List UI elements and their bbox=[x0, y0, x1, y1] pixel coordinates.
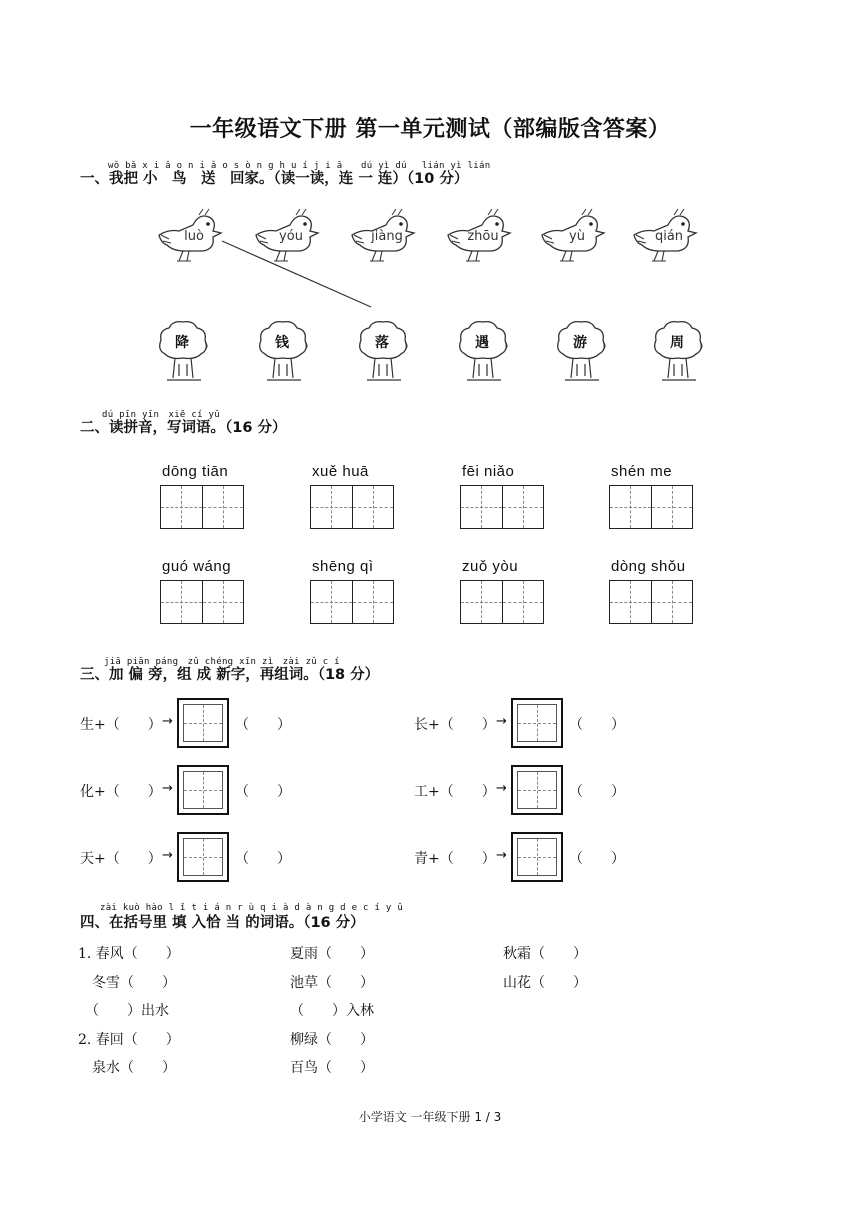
section3-heading: 三、加 偏 旁，组 成 新字，再组词。（18 分） bbox=[80, 667, 380, 683]
radical-prompt: 青+（ ） bbox=[414, 851, 496, 867]
fill-blank-item[interactable]: 池草（ ） bbox=[290, 974, 374, 991]
arrow-icon: → bbox=[496, 848, 507, 863]
writing-cell[interactable] bbox=[652, 486, 693, 528]
fill-blank-item[interactable]: 泉水（ ） bbox=[78, 1060, 176, 1076]
character-box[interactable] bbox=[177, 698, 229, 748]
word-blank[interactable]: （ ） bbox=[569, 784, 625, 800]
writing-cell[interactable] bbox=[353, 486, 394, 528]
section3-pinyin: jiā piān páng zǔ chéng xīn zì zài zǔ c í bbox=[104, 657, 340, 667]
character-box[interactable] bbox=[511, 698, 563, 748]
pinyin-prompt: shén me bbox=[611, 463, 673, 480]
fill-blank-item[interactable]: 冬雪（ ） bbox=[78, 974, 176, 991]
writing-box[interactable] bbox=[160, 485, 244, 529]
tree-card bbox=[255, 320, 311, 384]
writing-box[interactable] bbox=[609, 580, 693, 624]
connect-line bbox=[0, 0, 860, 420]
tree-icon bbox=[455, 369, 511, 388]
bird-pinyin: yù bbox=[569, 229, 585, 244]
writing-cell[interactable] bbox=[311, 486, 353, 528]
writing-cell[interactable] bbox=[161, 581, 203, 623]
tree-card bbox=[455, 320, 511, 384]
tree-icon bbox=[155, 369, 211, 388]
bird-pinyin: luò bbox=[184, 229, 204, 244]
character-box[interactable] bbox=[511, 765, 563, 815]
arrow-icon: → bbox=[162, 848, 173, 863]
tree-icon bbox=[255, 369, 311, 388]
bird-pinyin: zhōu bbox=[467, 229, 499, 244]
writing-cell[interactable] bbox=[353, 581, 394, 623]
section1-pinyin: wǒ bǎ x i ǎ o n i ǎ o s ò n g h u í j i ā dú yì dú lián yì lián bbox=[108, 161, 491, 171]
tree-character: 降 bbox=[175, 335, 189, 351]
character-box[interactable] bbox=[177, 832, 229, 882]
fill-blank-item[interactable]: （ ）出水 bbox=[78, 1003, 169, 1019]
writing-cell[interactable] bbox=[652, 581, 693, 623]
tree-character: 周 bbox=[670, 335, 684, 351]
fill-blank-item[interactable]: 柳绿（ ） bbox=[290, 1031, 374, 1048]
tree-character: 游 bbox=[573, 335, 587, 351]
arrow-icon: → bbox=[162, 781, 173, 796]
fill-blank-item[interactable]: 百鸟（ ） bbox=[290, 1060, 374, 1076]
page-footer: 小学语文 一年级下册 1 / 3 bbox=[358, 1110, 502, 1124]
writing-cell[interactable] bbox=[203, 486, 244, 528]
radical-prompt: 长+（ ） bbox=[414, 717, 496, 733]
writing-box[interactable] bbox=[160, 580, 244, 624]
section4-heading: 四、在括号里 填 入恰 当 的词语。（16 分） bbox=[80, 915, 365, 931]
section1-heading: 一、我把 小 鸟 送 回家。（读一读，连 一 连）（10 分） bbox=[80, 171, 469, 187]
pinyin-prompt: zuǒ yòu bbox=[462, 558, 519, 575]
writing-box[interactable] bbox=[460, 580, 544, 624]
writing-cell[interactable] bbox=[610, 581, 652, 623]
tree-card bbox=[650, 320, 706, 384]
tree-character: 遇 bbox=[475, 335, 489, 351]
writing-cell[interactable] bbox=[461, 486, 503, 528]
tree-card bbox=[155, 320, 211, 384]
pinyin-prompt: shēng qì bbox=[312, 558, 374, 575]
fill-blank-item[interactable]: 2. 春回（ ） bbox=[78, 1031, 180, 1048]
fill-blank-item[interactable]: 山花（ ） bbox=[503, 974, 587, 991]
page-title: 一年级语文下册 第一单元测试（部编版含答案） bbox=[189, 117, 671, 142]
writing-cell[interactable] bbox=[503, 486, 544, 528]
word-blank[interactable]: （ ） bbox=[569, 717, 625, 733]
writing-cell[interactable] bbox=[610, 486, 652, 528]
section2-heading: 二、读拼音，写词语。（16 分） bbox=[80, 420, 287, 436]
tree-card bbox=[553, 320, 609, 384]
writing-box[interactable] bbox=[460, 485, 544, 529]
tree-icon bbox=[650, 369, 706, 388]
writing-cell[interactable] bbox=[311, 581, 353, 623]
tree-icon bbox=[553, 369, 609, 388]
writing-box[interactable] bbox=[310, 485, 394, 529]
tree-card bbox=[355, 320, 411, 384]
pinyin-prompt: dōng tiān bbox=[162, 463, 229, 480]
radical-prompt: 化+（ ） bbox=[80, 784, 162, 800]
arrow-icon: → bbox=[496, 714, 507, 729]
fill-blank-item[interactable]: （ ）入林 bbox=[290, 1003, 374, 1019]
radical-prompt: 工+（ ） bbox=[414, 784, 496, 800]
radical-prompt: 天+（ ） bbox=[80, 851, 162, 867]
tree-character: 落 bbox=[375, 335, 389, 351]
word-blank[interactable]: （ ） bbox=[235, 784, 291, 800]
fill-blank-item[interactable]: 秋霜（ ） bbox=[503, 946, 587, 962]
bird-pinyin: yóu bbox=[279, 229, 303, 244]
writing-box[interactable] bbox=[609, 485, 693, 529]
bird-pinyin: jiàng bbox=[371, 229, 403, 244]
fill-blank-item[interactable]: 夏雨（ ） bbox=[290, 946, 374, 962]
pinyin-prompt: xuě huā bbox=[312, 463, 369, 480]
tree-character: 钱 bbox=[275, 335, 289, 351]
section4-pinyin: zài kuò hào l ǐ t i á n r ù q i à d à n g d e c í y ǔ bbox=[100, 903, 404, 913]
writing-cell[interactable] bbox=[503, 581, 544, 623]
fill-blank-item[interactable]: 1. 春风（ ） bbox=[78, 946, 180, 962]
writing-cell[interactable] bbox=[161, 486, 203, 528]
word-blank[interactable]: （ ） bbox=[235, 717, 291, 733]
writing-cell[interactable] bbox=[461, 581, 503, 623]
writing-cell[interactable] bbox=[203, 581, 244, 623]
arrow-icon: → bbox=[496, 781, 507, 796]
radical-prompt: 生+（ ） bbox=[80, 717, 162, 733]
pinyin-prompt: guó wáng bbox=[162, 558, 232, 575]
tree-icon bbox=[355, 369, 411, 388]
section2-pinyin: dú pīn yīn xiě cí yǔ bbox=[102, 410, 220, 420]
word-blank[interactable]: （ ） bbox=[569, 851, 625, 867]
word-blank[interactable]: （ ） bbox=[235, 851, 291, 867]
pinyin-prompt: dòng shǒu bbox=[611, 558, 686, 575]
arrow-icon: → bbox=[162, 714, 173, 729]
writing-box[interactable] bbox=[310, 580, 394, 624]
pinyin-prompt: fēi niǎo bbox=[462, 463, 515, 480]
bird-pinyin: qián bbox=[654, 229, 684, 244]
character-box[interactable] bbox=[511, 832, 563, 882]
character-box[interactable] bbox=[177, 765, 229, 815]
